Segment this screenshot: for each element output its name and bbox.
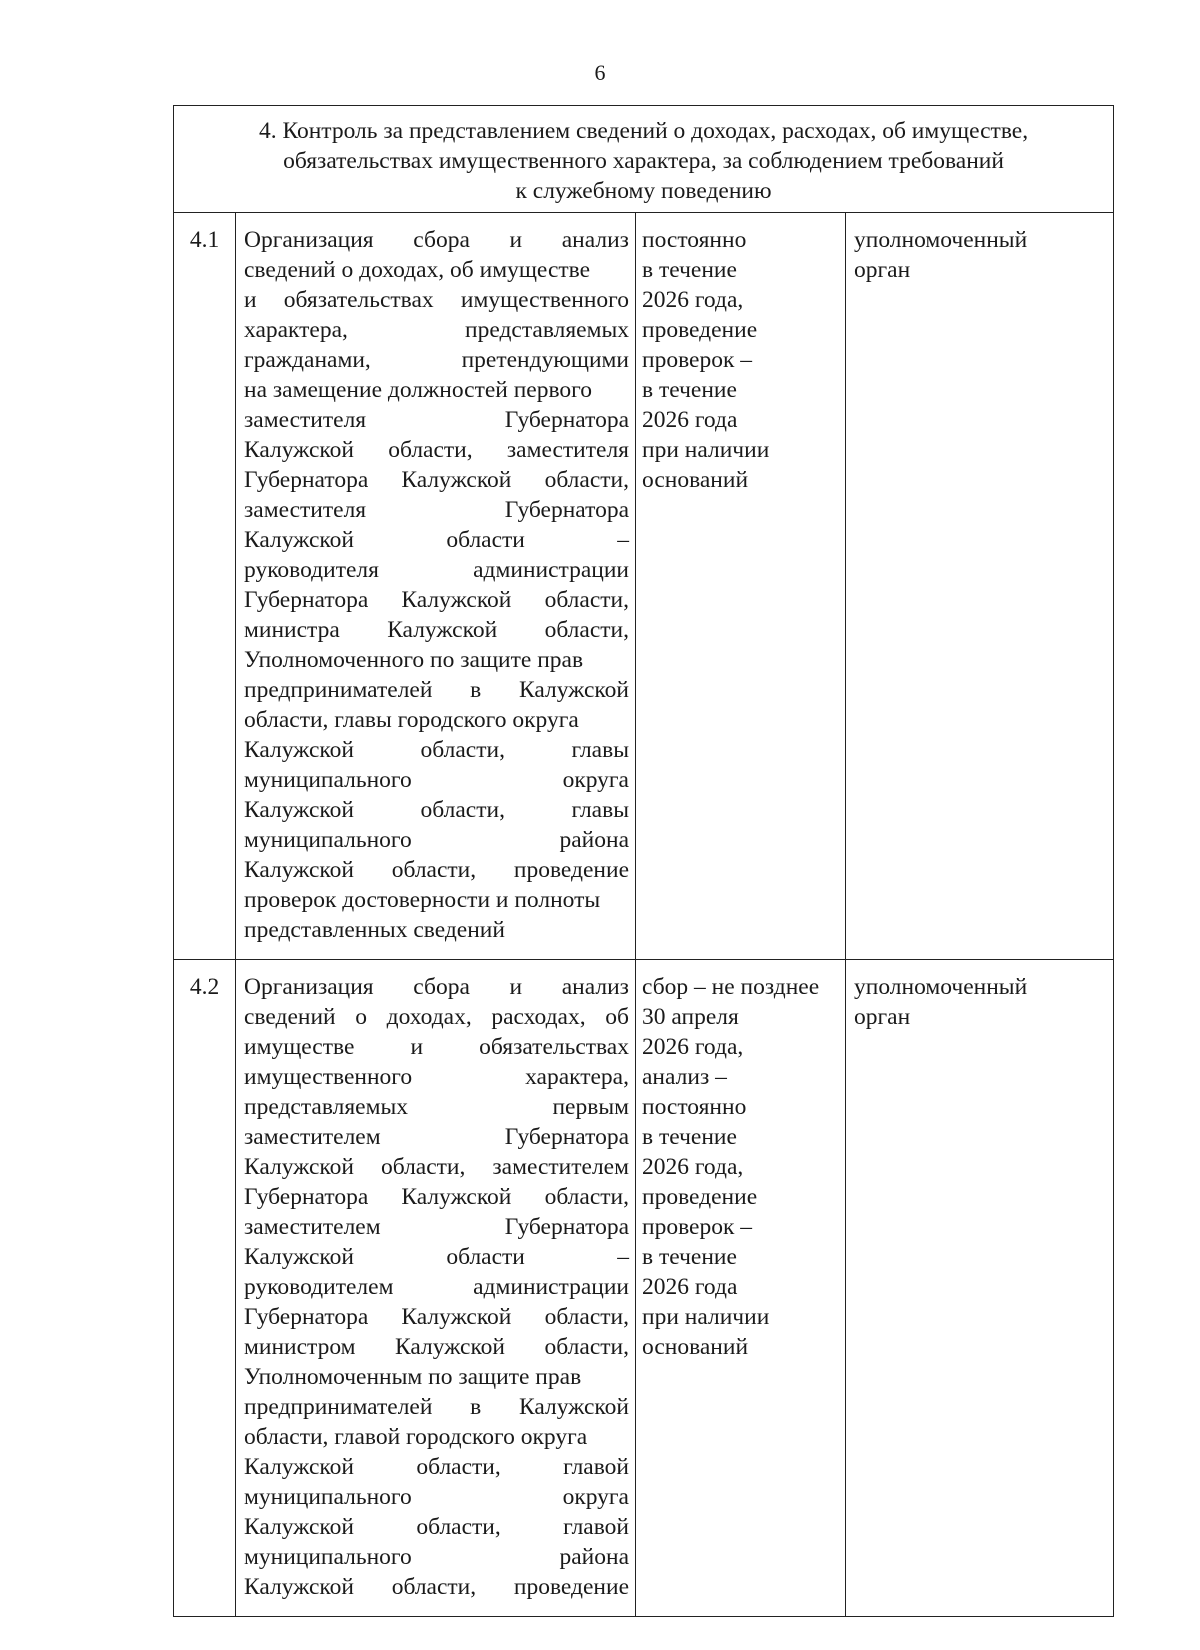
activity-word: – [617, 527, 629, 553]
activity-line [244, 675, 629, 705]
activity-word: Калужской [244, 1244, 354, 1270]
activity-line [244, 585, 629, 615]
activity-line [244, 795, 629, 825]
activity-word: администрации [473, 1274, 629, 1300]
activity-word: обязательствах [479, 1034, 629, 1060]
term-line: проверок – [642, 347, 753, 373]
activity-line [244, 405, 629, 435]
activity-cell [236, 213, 636, 960]
section-title-line: 4. Контроль за представлением сведений о доходах, расходах, об имуществе, [258, 118, 1029, 144]
term-line: в течение [642, 257, 737, 283]
activity-line [244, 1452, 629, 1482]
activity-word: сведений [244, 1004, 336, 1030]
term-line: оснований [642, 1334, 749, 1360]
activity-word: Калужской [401, 1184, 512, 1210]
table-row [174, 960, 1114, 1617]
activity-line [244, 1332, 629, 1362]
activity-line [244, 555, 629, 585]
responsible-line: орган [854, 1004, 911, 1030]
activity-line [244, 285, 629, 315]
activity-word: Губернатора [504, 407, 629, 433]
activity-word: области, [416, 1514, 501, 1540]
activity-line [244, 1002, 629, 1032]
activity-line [244, 972, 629, 1002]
activity-word: Организация [244, 974, 374, 1000]
activity-word: и [509, 227, 523, 253]
activity-line [244, 525, 629, 555]
term-line: 30 апреля [642, 1004, 739, 1030]
activity-line [244, 495, 629, 525]
activity-word: Калужской [244, 1574, 354, 1600]
term-line: в течение [642, 1244, 737, 1270]
term-line: проведение [642, 1184, 758, 1210]
term-line: 2026 года, [642, 1154, 744, 1180]
activity-word: Калужской [519, 1394, 629, 1420]
activity-word: предпринимателей [244, 677, 433, 703]
responsible-cell [846, 960, 1114, 1617]
activity-line [244, 1212, 629, 1242]
term-line: постоянно [642, 227, 747, 253]
activity-line [244, 1302, 629, 1332]
table-row [174, 213, 1114, 960]
activity-word: области, [420, 737, 505, 763]
activity-word: Организация [244, 227, 374, 253]
activity-line [244, 1182, 629, 1212]
activity-word: сбора [413, 227, 470, 253]
activity-word: руководителем [244, 1274, 394, 1300]
activity-word: области, [391, 1574, 477, 1600]
activity-word: муниципального [244, 1484, 412, 1510]
activity-word: расходах, [491, 1004, 586, 1030]
activity-word: Губернатора [244, 1184, 369, 1210]
activity-word: Калужской [244, 737, 354, 763]
activity-word: муниципального [244, 827, 412, 853]
term-line: проверок – [642, 1214, 753, 1240]
activity-word: характера, [525, 1064, 629, 1090]
activity-word: Губернатора [244, 587, 369, 613]
responsible-line: уполномоченный [854, 974, 1028, 1000]
activity-word: заместителя [244, 407, 367, 433]
activity-word: заместителя [506, 437, 629, 463]
activity-word: Калужской [519, 677, 629, 703]
activity-line: Уполномоченным по защите прав [244, 1364, 582, 1390]
term-line: постоянно [642, 1094, 747, 1120]
section-header-row [174, 106, 1114, 213]
activity-line [244, 735, 629, 765]
activity-word: Калужской [401, 467, 512, 493]
term-line: в течение [642, 377, 737, 403]
activity-word: и [410, 1034, 424, 1060]
activity-word: Калужской [401, 587, 512, 613]
activity-word: обязательствах [283, 287, 434, 313]
activity-line [244, 1542, 629, 1572]
activity-word: претендующими [461, 347, 629, 373]
activity-line: области, главы городского округа [244, 707, 579, 733]
term-line: оснований [642, 467, 749, 493]
activity-word: Калужской [244, 797, 354, 823]
activity-word: – [617, 1244, 629, 1270]
activity-word: муниципального [244, 1544, 412, 1570]
activity-word: в [470, 1394, 482, 1420]
activity-word: и [509, 974, 523, 1000]
section-title-line: обязательствах имущественного характера, за соблюдением требований [283, 148, 1004, 174]
activity-line [244, 315, 629, 345]
activity-line [244, 765, 629, 795]
activity-word: Калужской [244, 1514, 354, 1540]
activity-line [244, 615, 629, 645]
activity-word: области, [391, 857, 477, 883]
activity-word: области, [420, 797, 505, 823]
activity-line [244, 225, 629, 255]
row-number: 4.2 [174, 960, 236, 1617]
activity-word: Калужской [244, 857, 354, 883]
activity-word: Калужской [244, 1454, 354, 1480]
activity-word: первым [552, 1094, 629, 1120]
activity-word: проведение [513, 1574, 629, 1600]
activity-line [244, 1392, 629, 1422]
term-line: в течение [642, 1124, 737, 1150]
activity-line [244, 1092, 629, 1122]
activity-word: и [244, 287, 257, 313]
activity-word: области, [544, 1334, 629, 1360]
activity-word: Калужской [387, 617, 498, 643]
activity-word: об [605, 1004, 629, 1030]
activity-word: главы [571, 737, 629, 763]
activity-line: сведений о доходах, об имуществе [244, 257, 591, 283]
activity-line [244, 1122, 629, 1152]
activity-word: проведение [513, 857, 629, 883]
activity-line [244, 1152, 629, 1182]
activity-word: гражданами, [244, 347, 371, 373]
activity-word: района [559, 1544, 629, 1570]
responsible-line: орган [854, 257, 911, 283]
activity-line [244, 435, 629, 465]
term-line: проведение [642, 317, 758, 343]
activity-line [244, 825, 629, 855]
activity-word: заместителем [244, 1214, 381, 1240]
activity-cell [236, 960, 636, 1617]
row-number: 4.1 [174, 213, 236, 960]
activity-line: проверок достоверности и полноты [244, 887, 601, 913]
activity-line [244, 1062, 629, 1092]
activity-word: заместителя [244, 497, 367, 523]
activity-word: Губернатора [504, 1214, 629, 1240]
activity-word: Калужской [395, 1334, 506, 1360]
activity-line [244, 345, 629, 375]
activity-line [244, 1572, 629, 1602]
activity-word: Калужской [244, 1154, 354, 1180]
activity-word: представляемых [244, 1094, 408, 1120]
activity-word: имуществе [244, 1034, 355, 1060]
activity-word: округа [562, 767, 629, 793]
activity-word: области, [544, 1184, 629, 1210]
activity-word: Губернатора [504, 497, 629, 523]
term-cell [636, 960, 846, 1617]
activity-word: заместителем [492, 1154, 629, 1180]
activity-word: области, [544, 1304, 629, 1330]
activity-word: министра [244, 617, 340, 643]
activity-word: руководителя [244, 557, 379, 583]
section-title-line: к служебному поведению [515, 178, 772, 204]
term-line: при наличии [642, 437, 770, 463]
activity-word: области, [544, 617, 629, 643]
activity-word: главы [571, 797, 629, 823]
plan-table [173, 105, 1114, 1617]
activity-word: Калужской [244, 437, 354, 463]
term-line: 2026 года [642, 1274, 738, 1300]
term-line: 2026 года, [642, 287, 744, 313]
term-line: 2026 года [642, 407, 738, 433]
activity-word: имущественного [244, 1064, 413, 1090]
term-line: анализ – [642, 1064, 727, 1090]
activity-word: доходах, [386, 1004, 472, 1030]
activity-line: на замещение должностей первого [244, 377, 592, 403]
activity-line: Уполномоченного по защите прав [244, 647, 584, 673]
activity-line [244, 1482, 629, 1512]
activity-word: главой [563, 1514, 629, 1540]
activity-line: представленных сведений [244, 917, 505, 943]
activity-word: предпринимателей [244, 1394, 433, 1420]
activity-word: области [446, 1244, 525, 1270]
activity-word: области, [544, 587, 629, 613]
term-line: при наличии [642, 1304, 770, 1330]
activity-line [244, 855, 629, 885]
activity-line [244, 1032, 629, 1062]
activity-line: области, главой городского округа [244, 1424, 588, 1450]
activity-word: заместителем [244, 1124, 381, 1150]
activity-word: анализ [561, 974, 629, 1000]
responsible-line: уполномоченный [854, 227, 1028, 253]
activity-line [244, 1512, 629, 1542]
activity-word: округа [562, 1484, 629, 1510]
activity-word: области, [544, 467, 629, 493]
activity-word: Губернатора [244, 467, 369, 493]
term-cell [636, 213, 846, 960]
activity-word: области, [380, 1154, 466, 1180]
activity-word: министром [244, 1334, 356, 1360]
activity-word: характера, [244, 317, 348, 343]
term-line: сбор – не позднее [642, 974, 820, 1000]
activity-word: имущественного [460, 287, 629, 313]
activity-word: области, [416, 1454, 501, 1480]
activity-line [244, 1242, 629, 1272]
activity-word: Калужской [244, 527, 354, 553]
activity-word: сбора [413, 974, 470, 1000]
activity-word: главой [563, 1454, 629, 1480]
activity-word: Губернатора [504, 1124, 629, 1150]
activity-word: области [446, 527, 525, 553]
activity-word: администрации [473, 557, 629, 583]
activity-line [244, 465, 629, 495]
activity-word: представляемых [465, 317, 629, 343]
activity-word: муниципального [244, 767, 412, 793]
activity-word: Калужской [401, 1304, 512, 1330]
responsible-cell [846, 213, 1114, 960]
activity-line [244, 1272, 629, 1302]
activity-word: анализ [561, 227, 629, 253]
activity-word: в [470, 677, 482, 703]
activity-word: района [559, 827, 629, 853]
term-line: 2026 года, [642, 1034, 744, 1060]
section-title [174, 106, 1114, 213]
activity-word: о [355, 1004, 368, 1030]
page-number: 6 [594, 60, 606, 85]
activity-word: области, [388, 437, 473, 463]
activity-word: Губернатора [244, 1304, 369, 1330]
